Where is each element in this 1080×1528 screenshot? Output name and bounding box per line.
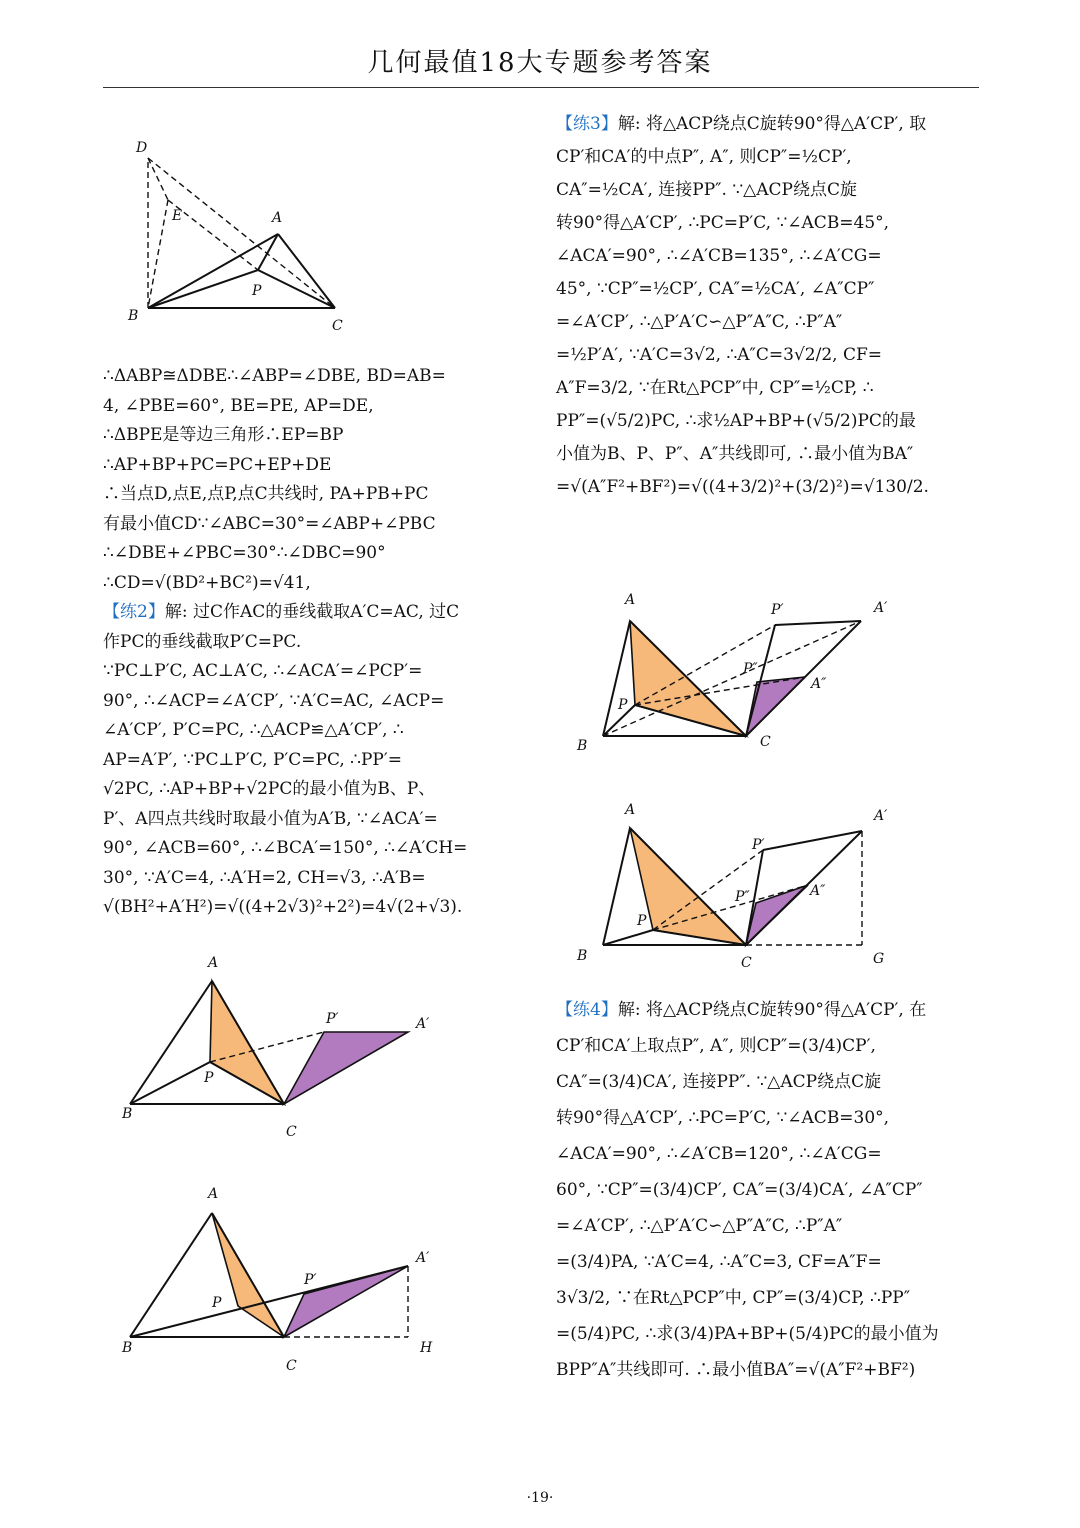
exercise-tag-4: 【练4】 xyxy=(556,1000,618,1020)
text-line: =½P′A′, ∵A′C=3√2, ∴A″C=3√2/2, CF= xyxy=(556,345,882,365)
fig3-label-a-prime: A′ xyxy=(416,1250,430,1266)
text-line: 小值为B、P、P″、A″共线即可, ∴最小值为BA″ xyxy=(556,444,914,464)
fig4-label-a-prime: A′ xyxy=(874,600,888,616)
text-line: 有最小值CD∵∠ABC=30°=∠ABP+∠PBC xyxy=(103,513,436,534)
page-number: ·19· xyxy=(526,1490,554,1506)
fig2-label-c: C xyxy=(286,1124,297,1140)
text-line: ∴当点D,点E,点P,点C共线时, PA+PB+PC xyxy=(103,484,429,504)
fig5-label-b: B xyxy=(577,948,588,964)
text-line: CA″=(3/4)CA′, 连接PP″. ∵△ACP绕点C旋 xyxy=(556,1072,882,1092)
figure-5-rotation-g xyxy=(565,795,915,975)
fig4-label-a: A xyxy=(625,592,636,608)
fig5-label-p-prime: P′ xyxy=(752,837,765,853)
text-line: √2PC, ∴AP+BP+√2PC的最小值为B、P、 xyxy=(103,779,436,799)
fig1-label-p: P xyxy=(252,283,262,299)
text-line: =∠A′CP′, ∴△P′A′C∽△P″A″C, ∴P″A″ xyxy=(556,312,843,332)
fig5-label-p-double-prime: P″ xyxy=(735,889,750,905)
text-line: 90°, ∠ACB=60°, ∴∠BCA′=150°, ∴∠A′CH= xyxy=(103,838,468,858)
text-line: CA″=½CA′, 连接PP″. ∵△ACP绕点C旋 xyxy=(556,180,857,200)
text-line: 4, ∠PBE=60°, BE=PE, AP=DE, xyxy=(103,395,374,416)
text-line: =(3/4)PA, ∵A′C=4, ∴A″C=3, CF=A″F= xyxy=(556,1252,882,1272)
text-line: 【练2】解: 过C作AC的垂线截取A′C=AC, 过C xyxy=(103,602,460,622)
fig3-label-c: C xyxy=(286,1358,297,1374)
fig4-label-a-double-prime: A″ xyxy=(811,676,827,692)
text-line: ∴ΔBPE是等边三角形∴EP=BP xyxy=(103,425,344,445)
text-line: 45°, ∵CP″=½CP′, CA″=½CA′, ∠A″CP″ xyxy=(556,279,875,299)
fig5-label-a-prime: A′ xyxy=(874,808,888,824)
fig5-label-g: G xyxy=(873,951,885,967)
fig4-label-c: C xyxy=(760,734,771,750)
fig5-label-c: C xyxy=(741,955,752,971)
text-line: A″F=3/2, ∵在Rt△PCP″中, CP″=½CP, ∴ xyxy=(556,378,874,398)
fig1-label-d: D xyxy=(136,140,148,156)
text-line: 30°, ∵A′C=4, ∴A′H=2, CH=√3, ∴A′B= xyxy=(103,867,426,888)
fig5-label-p: P xyxy=(637,913,647,929)
text-line: CP′和CA′的中点P″, A″, 则CP″=½CP′, xyxy=(556,147,852,167)
fig2-label-b: B xyxy=(122,1106,133,1122)
right-column-text-lian4 xyxy=(556,992,980,1388)
left-column-text xyxy=(103,362,523,923)
text-line: PP″=(√5/2)PC, ∴求½AP+BP+(√5/2)PC的最 xyxy=(556,411,916,431)
right-column-text-lian3 xyxy=(556,108,980,504)
text-line: ∠ACA′=90°, ∴∠A′CB=120°, ∴∠A′CG= xyxy=(556,1144,882,1164)
text-line: BPP″A″共线即可. ∴最小值BA″=√(A″F²+BF²) xyxy=(556,1360,916,1380)
fig2-label-a: A xyxy=(208,955,219,971)
fig5-label-a-double-prime: A″ xyxy=(810,883,826,899)
text-line: ∵PC⊥P′C, AC⊥A′C, ∴∠ACA′=∠PCP′= xyxy=(103,661,423,681)
fig1-label-b: B xyxy=(128,308,139,324)
fig1-label-a: A xyxy=(272,210,283,226)
text-line: ∴ΔABP≅ΔDBE∴∠ABP=∠DBE, BD=AB= xyxy=(103,366,446,386)
figure-1-triangle-dbe xyxy=(120,130,360,340)
fig3-label-p-prime: P′ xyxy=(304,1272,317,1288)
text-line: ∠A′CP′, P′C=PC, ∴△ACP≌△A′CP′, ∴ xyxy=(103,720,404,740)
text-line: =√(A″F²+BF²)=√((4+3/2)²+(3/2)²)=√130/2. xyxy=(556,477,929,497)
fig4-label-p: P xyxy=(618,697,628,713)
figure-2-rotation xyxy=(110,950,450,1150)
fig3-label-b: B xyxy=(122,1340,133,1356)
text-line: =(5/4)PC, ∴求(3/4)PA+BP+(5/4)PC的最小值为 xyxy=(556,1324,939,1344)
text-line: AP=A′P′, ∵PC⊥P′C, P′C=PC, ∴PP′= xyxy=(103,749,402,770)
page-header-title: 几何最值18大专题参考答案 xyxy=(367,48,713,78)
text-line: ∴AP+BP+PC=PC+EP+DE xyxy=(103,454,332,475)
fig3-label-h: H xyxy=(420,1340,433,1356)
text-line: 作PC的垂线截取P′C=PC. xyxy=(103,631,302,652)
fig1-label-e: E xyxy=(172,208,183,224)
fig3-label-a: A xyxy=(208,1186,219,1202)
fig4-label-b: B xyxy=(577,738,588,754)
text-line: 转90°得△A′CP′, ∴PC=P′C, ∵∠ACB=30°, xyxy=(556,1108,890,1128)
figure-4-parallelogram xyxy=(565,585,915,770)
text-line: 【练4】解: 将△ACP绕点C旋转90°得△A′CP′, 在 xyxy=(556,1000,927,1020)
fig2-label-a-prime: A′ xyxy=(416,1016,430,1032)
fig2-label-p: P xyxy=(204,1070,214,1086)
header-divider xyxy=(103,87,979,88)
text-line: ∠ACA′=90°, ∴∠A′CB=135°, ∴∠A′CG= xyxy=(556,246,882,266)
text-line: 【练3】解: 将△ACP绕点C旋转90°得△A′CP′, 取 xyxy=(556,114,927,134)
fig4-label-p-double-prime: P″ xyxy=(743,661,758,677)
text-line: √(BH²+A′H²)=√((4+2√3)²+2²)=4√(2+√3). xyxy=(103,897,463,917)
fig1-label-c: C xyxy=(332,318,343,334)
text-line: 转90°得△A′CP′, ∴PC=P′C, ∵∠ACB=45°, xyxy=(556,213,890,233)
text-line: 90°, ∴∠ACP=∠A′CP′, ∵A′C=AC, ∠ACP= xyxy=(103,690,445,711)
exercise-tag-2: 【练2】 xyxy=(103,602,165,622)
fig3-label-p: P xyxy=(212,1295,222,1311)
fig5-label-a: A xyxy=(625,802,636,818)
text-line: 3√3/2, ∵在Rt△PCP″中, CP″=(3/4)CP, ∴PP″ xyxy=(556,1288,911,1308)
text-line: =∠A′CP′, ∴△P′A′C∽△P″A″C, ∴P″A″ xyxy=(556,1216,843,1236)
text-line: P′、A四点共线时取最小值为A′B, ∵∠ACA′= xyxy=(103,808,438,829)
fig4-label-p-prime: P′ xyxy=(771,602,784,618)
text-line: 60°, ∵CP″=(3/4)CP′, CA″=(3/4)CA′, ∠A″CP″ xyxy=(556,1180,923,1200)
text-line: ∴CD=√(BD²+BC²)=√41, xyxy=(103,572,311,593)
figure-3-rotation-h xyxy=(110,1180,450,1380)
exercise-tag-3: 【练3】 xyxy=(556,114,618,134)
text-line: CP′和CA′上取点P″, A″, 则CP″=(3/4)CP′, xyxy=(556,1036,876,1056)
text-line: ∴∠DBE+∠PBC=30°∴∠DBC=90° xyxy=(103,543,386,563)
fig2-label-p-prime: P′ xyxy=(326,1011,339,1027)
